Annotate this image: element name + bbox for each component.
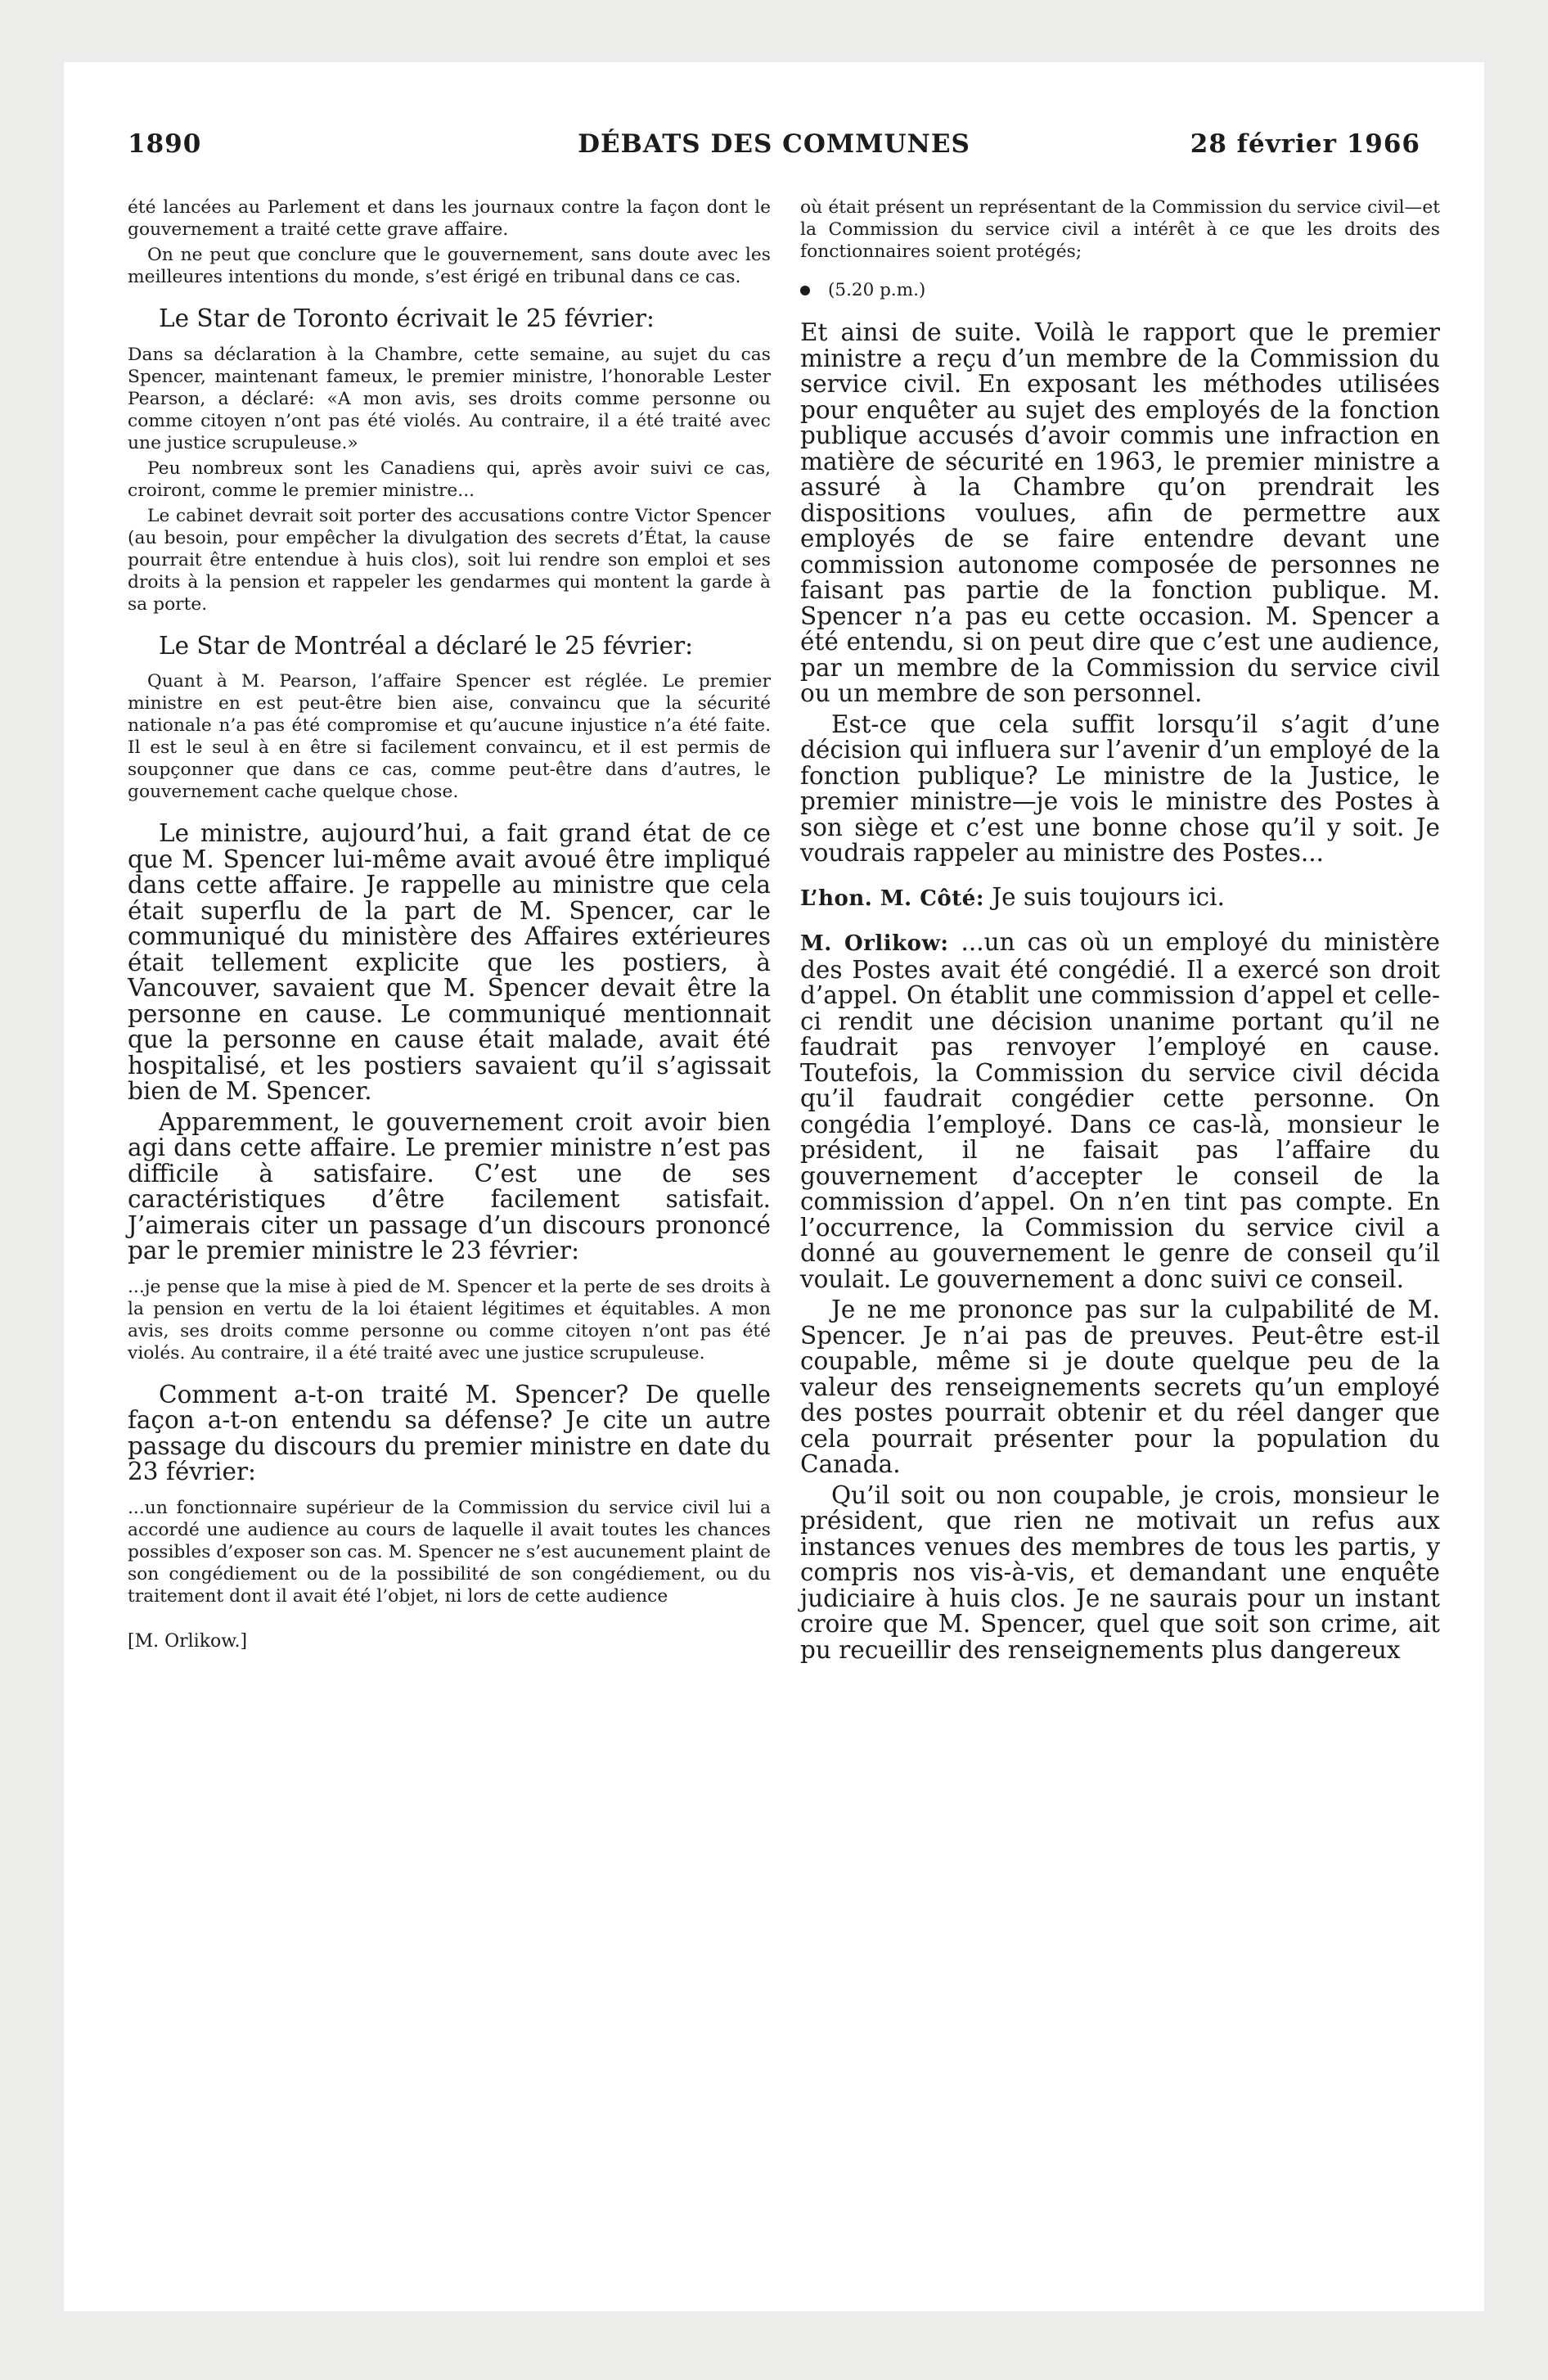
quote-paragraph: été lancées au Parlement et dans les journaux contre la façon dont le gouvernement a traité cette grave affaire. [128, 197, 771, 240]
bullet-icon [800, 286, 810, 295]
page-date: 28 février 1966 [1190, 129, 1420, 159]
body-paragraph: Le Star de Toronto écrivait le 25 février: [159, 304, 655, 332]
quote-paragraph: Dans sa déclaration à la Chambre, cette semaine, au sujet du cas Spencer, maintenant fameux, le premier ministre, l’honorable Lester Pearson, a déclaré: «A mon avis, ses droits comme personne ou comme citoyen n’ont pas été violés. Au contraire, il a été traité avec une justice scrupuleuse.» [128, 344, 771, 453]
body-paragraph: Qu’il soit ou non coupable, je crois, monsieur le président, que rien ne motivait un refus aux instances venues des membres de tous les partis, y compris nos vis-à-vis, et demandant une enquête judiciaire à huis clos. Je ne saurais pour un instant croire que M. Spencer, quel que soit son crime, ait pu recueillir des renseignements plus dangereux [800, 1481, 1440, 1664]
quote-paragraph: où était présent un représentant de la Commission du service civil—et la Commission du service civil a intérêt à ce que les droits des fonctionnaires soient protégés; [800, 197, 1440, 262]
page-header [128, 129, 1420, 170]
speech-paragraph [800, 882, 1440, 913]
speaker-name: M. Orlikow: [800, 931, 949, 956]
body-paragraph: Et ainsi de suite. Voilà le rapport que le premier ministre a reçu d’un membre de la Commission du service civil. En exposant les méthodes utilisées pour enquêter au sujet des employés de la fonction publique accusés d’avoir commis une infraction en matière de sécurité en 1963, le premier ministre a assuré à la Chambre qu’on prendrait les dispositions voulues, afin de permettre aux employés de se faire entendre devant une commission autonome composée de personnes ne faisant pas partie de la fonction publique. M. Spencer n’a pas eu cette occasion. M. Spencer a été entendu, si on peut dire que c’est une audience, par un membre de la Commission du service civil ou un membre de son personnel. [800, 318, 1440, 707]
speech-text: ...un cas où un employé du ministère des Postes avait été congédié. Il a exercé son droit d’appel. On établit une commission d’appel et celle-ci rendit une décision unanime portant qu’il ne faudrait pas renvoyer l’employé en cause. Toutefois, la Commission du service civil décida qu’il faudrait congédier cette personne. On congédia l’employé. Dans ce cas-là, monsieur le président, il ne faisait pas l’affaire du gouvernement d’accepter le conseil de la commission d’appel. On n’en tint pas compte. En l’occurrence, la Commission du service civil a donné au gouvernement le genre de conseil qu’il voulait. Le gouvernement a donc suivi ce conseil. [800, 928, 1440, 1293]
left-column [128, 193, 771, 1653]
page-number: 1890 [128, 129, 202, 159]
time-marker [800, 279, 1440, 302]
speaker-attribution: [M. Orlikow.] [128, 1630, 248, 1652]
body-paragraph: Le Star de Montréal a déclaré le 25 février: [159, 631, 694, 660]
quote-paragraph: Quant à M. Pearson, l’affaire Spencer est réglée. Le premier ministre en est peut-être bien aise, convaincu que la sécurité nationale n’a pas été compromise et qu’aucune injustice n’a été faite. Il est le seul à en être si facilement convaincu, et il est permis de soupçonner que dans ce cas, comme peut-être dans d’autres, le gouvernement cache quelque chose. [128, 671, 771, 802]
quote-paragraph: ...un fonctionnaire supérieur de la Commission du service civil lui a accordé une audience au cours de laquelle il avait toutes les chances possibles d’exposer son cas. M. Spencer ne s’est aucunement plaint de son congédiement ou de la possibilité de son congédiement, ou du traitement dont il avait été l’objet, ni lors de cette audience [128, 1497, 771, 1607]
body-paragraph: Comment a-t-on traité M. Spencer? De quelle façon a-t-on entendu sa défense? Je cite un autre passage du discours du premier ministre en date du 23 février: [128, 1380, 771, 1485]
body-paragraph: Est-ce que cela suffit lorsqu’il s’agit d’une décision qui influera sur l’avenir d’un employé de la fonction publique? Le ministre de la Justice, le premier ministre—je vois le ministre des Postes à son siège et c’est une bonne chose qu’il y soit. Je voudrais rappeler au ministre des Postes... [800, 710, 1440, 867]
publication-title: DÉBATS DES COMMUNES [578, 129, 970, 159]
speech-paragraph [800, 930, 1440, 1292]
quote-paragraph: ...je pense que la mise à pied de M. Spencer et la perte de ses droits à la pension en vertu de la loi étaient légitimes et équitables. A mon avis, ses droits comme personne ou comme citoyen n’ont pas été violés. Au contraire, il a été traité avec une justice scrupuleuse. [128, 1276, 771, 1364]
body-paragraph: Apparemment, le gouvernement croit avoir bien agi dans cette affaire. Le premier ministre n’est pas difficile à satisfaire. C’est une de ses caractéristiques d’être facilement satisfait. J’aimerais citer un passage d’un discours prononcé par le premier ministre le 23 février: [128, 1107, 771, 1264]
time-stamp: (5.20 p.m.) [828, 280, 926, 300]
quote-paragraph: Le cabinet devrait soit porter des accusations contre Victor Spencer (au besoin, pour empêcher la divulgation des secrets d’État, la cause pourrait être entendue à huis clos), soit lui rendre son emploi et ses droits à la pension et rappeler les gendarmes qui montent la garde à sa porte. [128, 505, 771, 615]
speaker-name: L’hon. M. Côté: [800, 886, 984, 911]
quote-paragraph: Peu nombreux sont les Canadiens qui, après avoir suivi ce cas, croiront, comme le premier ministre... [128, 458, 771, 501]
document-page [64, 62, 1484, 2311]
body-paragraph: Je ne me prononce pas sur la culpabilité de M. Spencer. Je n’ai pas de preuves. Peut-être est-il coupable, même si je doute quelque peu de la valeur des renseignements secrets qu’un employé des postes pourrait obtenir et du réel danger que cela pourrait présenter pour la population du Canada. [800, 1296, 1440, 1478]
quote-paragraph: On ne peut que conclure que le gouvernement, sans doute avec les meilleures intentions du monde, s’est érigé en tribunal dans ce cas. [128, 245, 771, 287]
right-column [800, 193, 1440, 1663]
body-paragraph: Le ministre, aujourd’hui, a fait grand état de ce que M. Spencer lui-même avait avoué être impliqué dans cette affaire. Je rappelle au ministre que cela était superflu de la part de M. Spencer, car le communiqué du ministère des Affaires extérieures était tellement explicite que les postiers, à Vancouver, savaient que M. Spencer devait être la personne en cause. Le communiqué mentionnait que la personne en cause était malade, avait été hospitalisé, et les postiers savaient qu’il s’agissait bien de M. Spencer. [128, 819, 771, 1105]
speech-text: Je suis toujours ici. [992, 882, 1225, 911]
